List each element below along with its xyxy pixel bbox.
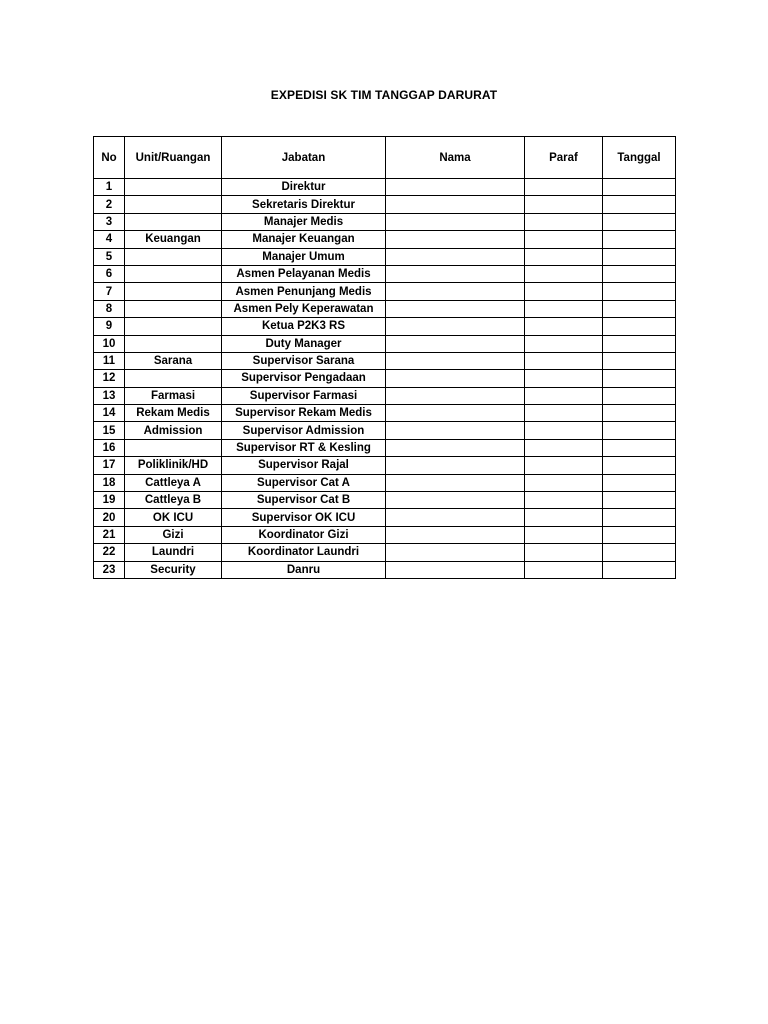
header-tanggal: Tanggal	[603, 137, 676, 179]
expedisi-table	[93, 136, 676, 579]
table-row	[94, 422, 676, 439]
cell-jabatan: Supervisor Sarana	[222, 352, 386, 369]
cell-tanggal	[603, 492, 676, 509]
cell-jabatan: Supervisor Rekam Medis	[222, 405, 386, 422]
cell-nama	[386, 370, 525, 387]
cell-nama	[386, 439, 525, 456]
cell-tanggal	[603, 248, 676, 265]
cell-nama	[386, 196, 525, 213]
table-row	[94, 457, 676, 474]
cell-paraf	[525, 474, 603, 491]
header-row	[94, 137, 676, 179]
cell-paraf	[525, 300, 603, 317]
cell-tanggal	[603, 196, 676, 213]
table-row	[94, 283, 676, 300]
cell-no: 12	[94, 370, 125, 387]
cell-nama	[386, 492, 525, 509]
cell-nama	[386, 509, 525, 526]
cell-tanggal	[603, 300, 676, 317]
cell-nama	[386, 265, 525, 282]
cell-no: 3	[94, 213, 125, 230]
cell-paraf	[525, 179, 603, 196]
cell-nama	[386, 526, 525, 543]
cell-no: 8	[94, 300, 125, 317]
cell-jabatan: Sekretaris Direktur	[222, 196, 386, 213]
cell-jabatan: Supervisor Cat B	[222, 492, 386, 509]
cell-unit: Poliklinik/HD	[125, 457, 222, 474]
cell-paraf	[525, 335, 603, 352]
cell-jabatan: Manajer Medis	[222, 213, 386, 230]
cell-paraf	[525, 457, 603, 474]
cell-unit: Cattleya A	[125, 474, 222, 491]
cell-tanggal	[603, 526, 676, 543]
cell-no: 10	[94, 335, 125, 352]
cell-tanggal	[603, 405, 676, 422]
table-row	[94, 265, 676, 282]
table-row	[94, 370, 676, 387]
cell-unit: Sarana	[125, 352, 222, 369]
cell-jabatan: Duty Manager	[222, 335, 386, 352]
cell-unit: Security	[125, 561, 222, 578]
cell-tanggal	[603, 352, 676, 369]
cell-nama	[386, 248, 525, 265]
cell-jabatan: Asmen Pelayanan Medis	[222, 265, 386, 282]
cell-unit	[125, 196, 222, 213]
cell-unit	[125, 370, 222, 387]
table-row	[94, 231, 676, 248]
cell-paraf	[525, 231, 603, 248]
table-row	[94, 405, 676, 422]
cell-unit	[125, 213, 222, 230]
cell-tanggal	[603, 318, 676, 335]
cell-paraf	[525, 318, 603, 335]
cell-paraf	[525, 283, 603, 300]
cell-unit	[125, 300, 222, 317]
cell-no: 22	[94, 544, 125, 561]
cell-no: 14	[94, 405, 125, 422]
cell-tanggal	[603, 509, 676, 526]
table-row	[94, 179, 676, 196]
cell-tanggal	[603, 179, 676, 196]
cell-jabatan: Supervisor Cat A	[222, 474, 386, 491]
cell-paraf	[525, 422, 603, 439]
cell-jabatan: Koordinator Laundri	[222, 544, 386, 561]
page-title: EXPEDISI SK TIM TANGGAP DARURAT	[270, 88, 498, 102]
table-row	[94, 526, 676, 543]
cell-jabatan: Ketua P2K3 RS	[222, 318, 386, 335]
cell-nama	[386, 179, 525, 196]
cell-no: 2	[94, 196, 125, 213]
cell-tanggal	[603, 370, 676, 387]
cell-paraf	[525, 352, 603, 369]
cell-paraf	[525, 561, 603, 578]
table-row	[94, 544, 676, 561]
cell-tanggal	[603, 544, 676, 561]
table-row	[94, 561, 676, 578]
cell-no: 18	[94, 474, 125, 491]
cell-unit	[125, 179, 222, 196]
cell-paraf	[525, 439, 603, 456]
cell-jabatan: Asmen Penunjang Medis	[222, 283, 386, 300]
cell-paraf	[525, 492, 603, 509]
cell-jabatan: Asmen Pely Keperawatan	[222, 300, 386, 317]
table-row	[94, 352, 676, 369]
cell-no: 15	[94, 422, 125, 439]
table-row	[94, 300, 676, 317]
table-row	[94, 474, 676, 491]
cell-no: 16	[94, 439, 125, 456]
cell-unit	[125, 265, 222, 282]
table-row	[94, 318, 676, 335]
cell-nama	[386, 544, 525, 561]
cell-paraf	[525, 544, 603, 561]
cell-unit: Farmasi	[125, 387, 222, 404]
header-no: No	[94, 137, 125, 179]
table-row	[94, 213, 676, 230]
cell-paraf	[525, 405, 603, 422]
cell-nama	[386, 352, 525, 369]
header-unit: Unit/Ruangan	[125, 137, 222, 179]
cell-jabatan: Supervisor RT & Kesling	[222, 439, 386, 456]
cell-paraf	[525, 526, 603, 543]
cell-no: 21	[94, 526, 125, 543]
cell-nama	[386, 213, 525, 230]
cell-unit	[125, 318, 222, 335]
cell-no: 23	[94, 561, 125, 578]
cell-no: 19	[94, 492, 125, 509]
cell-tanggal	[603, 231, 676, 248]
cell-tanggal	[603, 265, 676, 282]
cell-unit	[125, 335, 222, 352]
table-row	[94, 196, 676, 213]
cell-nama	[386, 474, 525, 491]
cell-tanggal	[603, 283, 676, 300]
header-jabatan: Jabatan	[222, 137, 386, 179]
cell-unit: Admission	[125, 422, 222, 439]
cell-tanggal	[603, 439, 676, 456]
cell-nama	[386, 405, 525, 422]
cell-tanggal	[603, 474, 676, 491]
table-row	[94, 387, 676, 404]
cell-jabatan: Direktur	[222, 179, 386, 196]
cell-unit	[125, 248, 222, 265]
cell-nama	[386, 457, 525, 474]
cell-nama	[386, 422, 525, 439]
cell-paraf	[525, 370, 603, 387]
cell-tanggal	[603, 387, 676, 404]
cell-tanggal	[603, 335, 676, 352]
cell-nama	[386, 231, 525, 248]
cell-nama	[386, 561, 525, 578]
cell-jabatan: Supervisor OK ICU	[222, 509, 386, 526]
cell-no: 6	[94, 265, 125, 282]
table-header	[94, 137, 676, 179]
cell-unit	[125, 283, 222, 300]
header-nama: Nama	[386, 137, 525, 179]
cell-nama	[386, 387, 525, 404]
table-row	[94, 509, 676, 526]
cell-nama	[386, 335, 525, 352]
cell-no: 20	[94, 509, 125, 526]
cell-unit: Cattleya B	[125, 492, 222, 509]
cell-no: 17	[94, 457, 125, 474]
cell-paraf	[525, 196, 603, 213]
cell-jabatan: Supervisor Farmasi	[222, 387, 386, 404]
cell-paraf	[525, 509, 603, 526]
cell-unit: Gizi	[125, 526, 222, 543]
cell-jabatan: Supervisor Pengadaan	[222, 370, 386, 387]
cell-no: 1	[94, 179, 125, 196]
table-body	[94, 179, 676, 579]
cell-no: 7	[94, 283, 125, 300]
table-row	[94, 248, 676, 265]
cell-unit	[125, 439, 222, 456]
cell-no: 11	[94, 352, 125, 369]
cell-jabatan: Supervisor Rajal	[222, 457, 386, 474]
cell-paraf	[525, 213, 603, 230]
header-paraf: Paraf	[525, 137, 603, 179]
cell-jabatan: Manajer Keuangan	[222, 231, 386, 248]
cell-jabatan: Supervisor Admission	[222, 422, 386, 439]
table-row	[94, 492, 676, 509]
cell-tanggal	[603, 457, 676, 474]
cell-unit: OK ICU	[125, 509, 222, 526]
cell-no: 4	[94, 231, 125, 248]
cell-jabatan: Danru	[222, 561, 386, 578]
cell-jabatan: Manajer Umum	[222, 248, 386, 265]
cell-tanggal	[603, 422, 676, 439]
cell-tanggal	[603, 213, 676, 230]
cell-paraf	[525, 265, 603, 282]
cell-tanggal	[603, 561, 676, 578]
cell-no: 13	[94, 387, 125, 404]
cell-nama	[386, 318, 525, 335]
cell-unit: Laundri	[125, 544, 222, 561]
cell-paraf	[525, 387, 603, 404]
table-row	[94, 335, 676, 352]
cell-unit: Keuangan	[125, 231, 222, 248]
table-row	[94, 439, 676, 456]
cell-nama	[386, 300, 525, 317]
cell-no: 9	[94, 318, 125, 335]
cell-no: 5	[94, 248, 125, 265]
cell-nama	[386, 283, 525, 300]
cell-paraf	[525, 248, 603, 265]
cell-jabatan: Koordinator Gizi	[222, 526, 386, 543]
cell-unit: Rekam Medis	[125, 405, 222, 422]
